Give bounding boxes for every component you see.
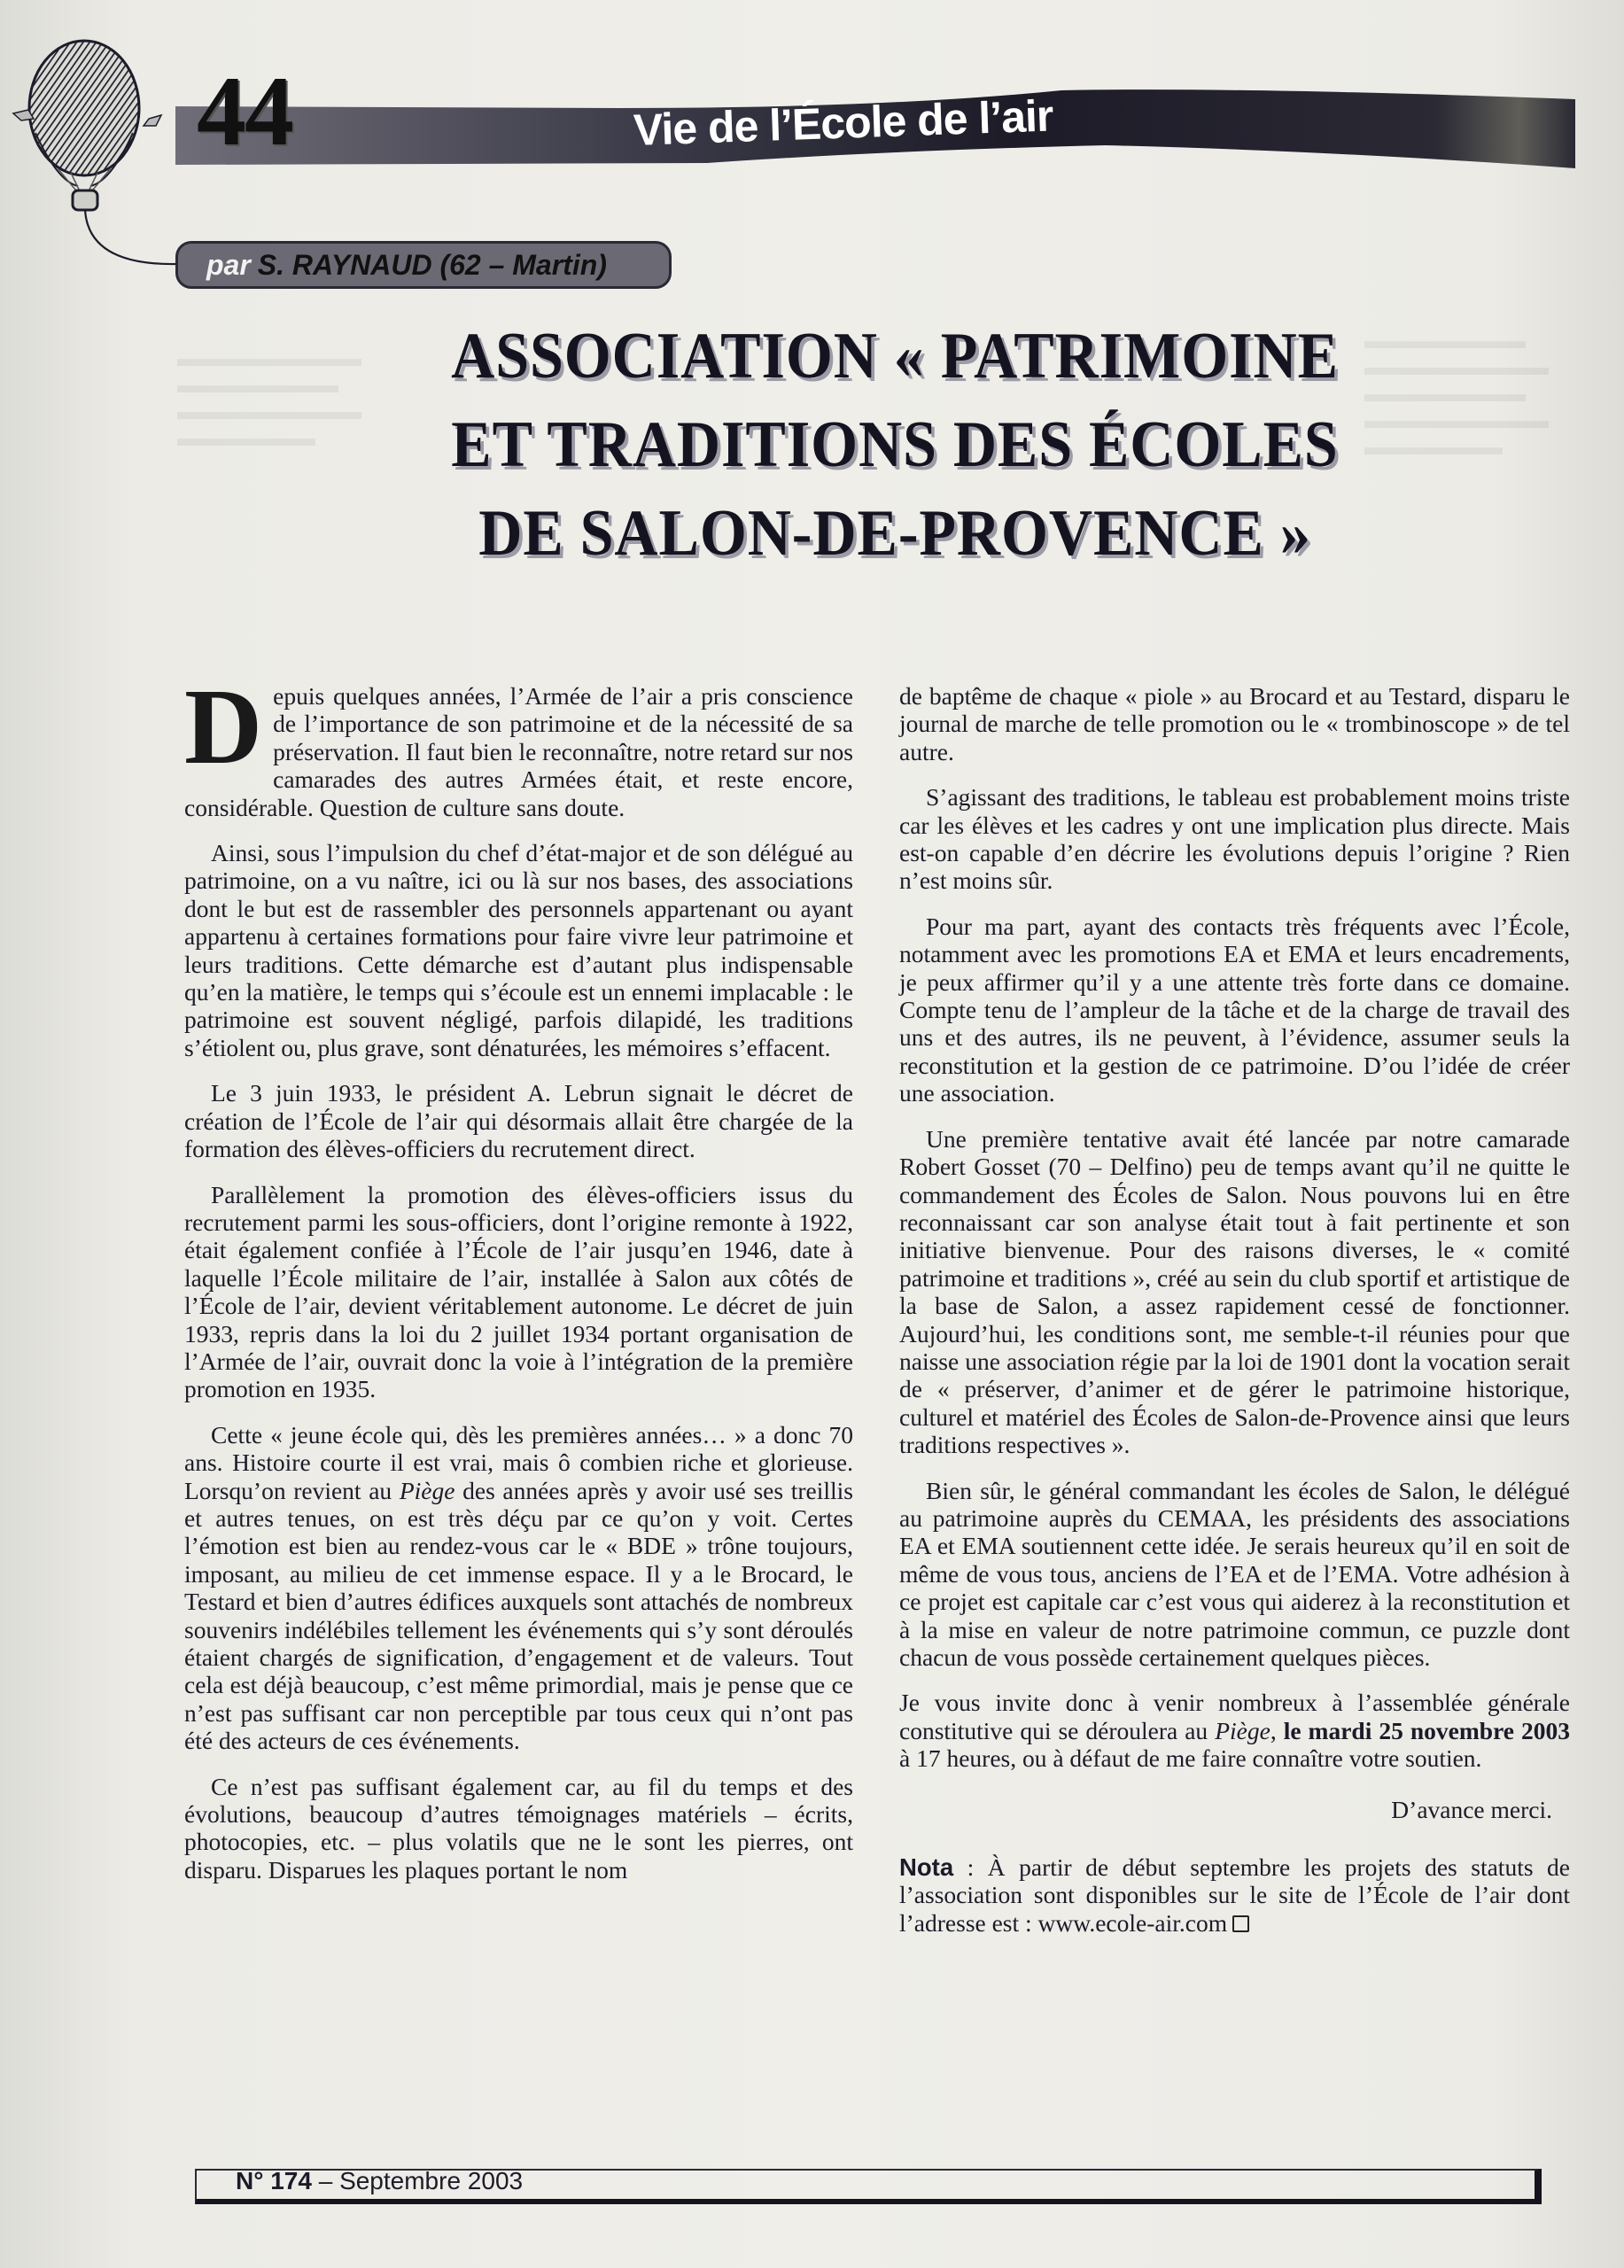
paragraph: Bien sûr, le général commandant les écoles de Salon, le délégué au patrimoine auprès du CEMAA, les présidents des associations EA et EMA soutiennent cette idée. Je serais heureux qu’il en soit de même de vous tous, anciens de l’EA et de l’EMA. Votre adhésion à ce projet est capitale car c’est vous qui aiderez à la reconstitution et à la mise en valeur de notre patrimoine commun, ce puzzle dont chacun de vous possède certainement quelques pièces. [899, 1476, 1570, 1671]
article-title [373, 312, 1417, 578]
issue-number: N° 174 [236, 2167, 312, 2194]
signoff: D’avance merci. [1391, 1795, 1552, 1823]
issue-info [236, 2167, 523, 2195]
author-byline [175, 241, 672, 289]
paragraph-text: , [1270, 1716, 1284, 1744]
nota-label: Nota [899, 1853, 954, 1882]
issue-date: Septembre 2003 [339, 2167, 524, 2194]
website-url[interactable]: www.ecole-air.com [1037, 1908, 1228, 1937]
nota-text: : À partir de début septembre les projets des statuts de l’association sont disponibles sur le site de l’École de l’air dont l’adresse est : [899, 1853, 1570, 1937]
paragraph: Ainsi, sous l’impulsion du chef d’état-major et de son délégué au patrimoine, on a vu naître, ici ou là sur nos bases, des associations dont le but est de rassembler des personnels appartenant ou ayant appartenu à certaines formations pour faire vivre leur patrimoine et leurs traditions. Cette démarche est d’autant plus indispensable qu’en la matière, le temps qui s’écoule est un ennemi implacable : le patrimoine est souvent négligé, parfois dilapidé, les traditions s’étiolent ou, plus grave, sont dénaturées, les mémoires s’effacent. [184, 839, 853, 1061]
title-line-3: DE SALON-DE-PROVENCE » [478, 497, 1311, 570]
byline-prefix: par [206, 249, 251, 281]
author-name: S. RAYNAUD (62 – Martin) [257, 249, 607, 281]
article-column-right [899, 682, 1570, 1954]
paragraph-text: Cette « jeune école qui, dès les premières années… » a donc 70 ans. Histoire courte il est vrai, mais ô combien riche et glorieuse. Lorsqu’on revient au [184, 1420, 853, 1504]
nota-note [899, 1853, 1570, 1937]
paragraph [899, 1689, 1570, 1772]
separator: – [311, 2167, 340, 2194]
article-column-left [184, 667, 853, 1901]
page-footer [195, 2162, 1559, 2215]
meeting-date: le mardi 25 novembre 2003 [1283, 1716, 1571, 1744]
paragraph: Une première tentative avait été lancée par notre camarade Robert Gosset (70 – Delfino) peu de temps avant qu’il ne quitte le commandement des Écoles de Salon. Nous pouvons lui en être reconnaissant car son analyse était tout à fait pertinente et son initiative bienvenue. Pour des raisons diverses, le « comité patrimoine et traditions », créé au sein du club sportif et artistique de la base de Salon, a assez rapidement cessé de fonctionner. Aujourd’hui, les conditions sont, me semble-t-il réunies pour que naisse une association régie par la loi de 1901 dont la vocation serait de « préserver, d’animer et de gérer le patrimoine historique, culturel et matériel des Écoles de Salon-de-Provence ainsi que leurs traditions respectives ». [899, 1124, 1570, 1459]
section-title: Vie de l’École de l’air [633, 90, 1054, 155]
title-line-1: ASSOCIATION « PATRIMOINE [451, 320, 1339, 392]
drop-cap: D [184, 667, 263, 787]
paragraph-text: à 17 heures, ou à défaut de me faire connaître votre soutien. [899, 1744, 1482, 1773]
paragraph [184, 667, 853, 821]
italic-place-name: Piège [399, 1476, 455, 1504]
paragraph: S’agissant des traditions, le tableau est probablement moins triste car les élèves et les cadres y ont une implication plus directe. Mais est-on capable d’en décrire les évolutions depuis l’origine ? Rien n’est moins sûr. [899, 783, 1570, 895]
paragraph-text: epuis quelques années, l’Armée de l’air a pris conscience de l’importance de son patrimoine et de la nécessité de sa préservation. Il faut bien le reconnaître, notre retard sur nos camarades des autres Armées était, et reste encore, considérable. Question de culture sans doute. [184, 682, 853, 821]
hot-air-balloon-icon [9, 27, 151, 292]
bleed-through-text: ▬▬▬▬▬▬▬▬ ▬▬▬▬▬▬▬ ▬▬▬▬▬▬▬▬ ▬▬▬▬▬▬ [177, 346, 361, 451]
paragraph: de baptême de chaque « piole » au Brocard et au Testard, disparu le journal de marche de telle promotion ou le « trombinoscope » de tel autre. [899, 682, 1570, 765]
paragraph: Pour ma part, ayant des contacts très fréquents avec l’École, notamment avec les promotions EA et EMA et leurs encadrements, je peux affirmer qu’il y a une attente très forte dans ce domaine. Compte tenu de l’ampleur de la tâche et de la charge de travail des uns et des autres, ils ne peuvent, à l’évidence, assumer seuls la reconstitution et la gestion de ce patrimoine. D’ou l’idée de créer une association. [899, 912, 1570, 1107]
title-line-2: ET TRADITIONS DES ÉCOLES [451, 408, 1339, 481]
page-number: 44 [197, 57, 292, 167]
paragraph: Parallèlement la promotion des élèves-officiers issus du recrutement parmi les sous-officiers, dont l’origine remonte à 1922, était également confiée à l’École de l’air jusqu’en 1946, date à laquelle l’École militaire de l’air, installée à Salon aux côtés de l’École de l’air, devient véritablement autonome. Le décret de juin 1933, repris dans la loi du 2 juillet 1934 portant organisation de l’Armée de l’air, ouvrait donc la voie à l’intégration de la première promotion en 1935. [184, 1180, 853, 1403]
paragraph: Le 3 juin 1933, le président A. Lebrun signait le décret de création de l’École de l’air qui désormais allait être chargée de la formation des élèves-officiers du recrutement direct. [184, 1079, 853, 1163]
square-end-mark-icon [1232, 1915, 1249, 1932]
italic-place-name: Piège [1215, 1716, 1270, 1744]
bleed-through-text: ▬▬▬▬▬▬▬ ▬▬▬▬▬▬▬▬ ▬▬▬▬▬▬▬ ▬▬▬▬▬▬▬▬ ▬▬▬▬▬▬ [1364, 328, 1549, 460]
paragraph [184, 1421, 853, 1755]
paragraph: Ce n’est pas suffisant également car, au fil du temps et des évolutions, beaucoup d’autres témoignages matériels – écrits, photocopies, etc. – plus volatils que ne le sont les pierres, ont disparu. Disparues les plaques portant le nom [184, 1772, 853, 1884]
paragraph-text: Je vous invite donc à venir nombreux à l’assemblée générale constitutive qui se déroulera au [899, 1689, 1570, 1744]
paragraph-text: des années après y avoir usé ses treillis et autres tenues, on est très déçu par ce qu’on y voit. Certes l’émotion est bien au rendez-vous car le « BDE » trône toujours, imposant, au milieu de cet immense espace. Il y a le Brocard, le Testard et bien d’autres édifices auxquels sont attachés de nombreux souvenirs indélébiles tellement les événements qui s’y sont déroulés étaient chargés de signification, d’engagement et de valeurs. Tout cela est déjà beaucoup, c’est même primordial, mais je pense que ce n’est pas suffisant car non perceptible par tous ceux qui n’ont pas été des acteurs de ces événements. [184, 1476, 853, 1755]
